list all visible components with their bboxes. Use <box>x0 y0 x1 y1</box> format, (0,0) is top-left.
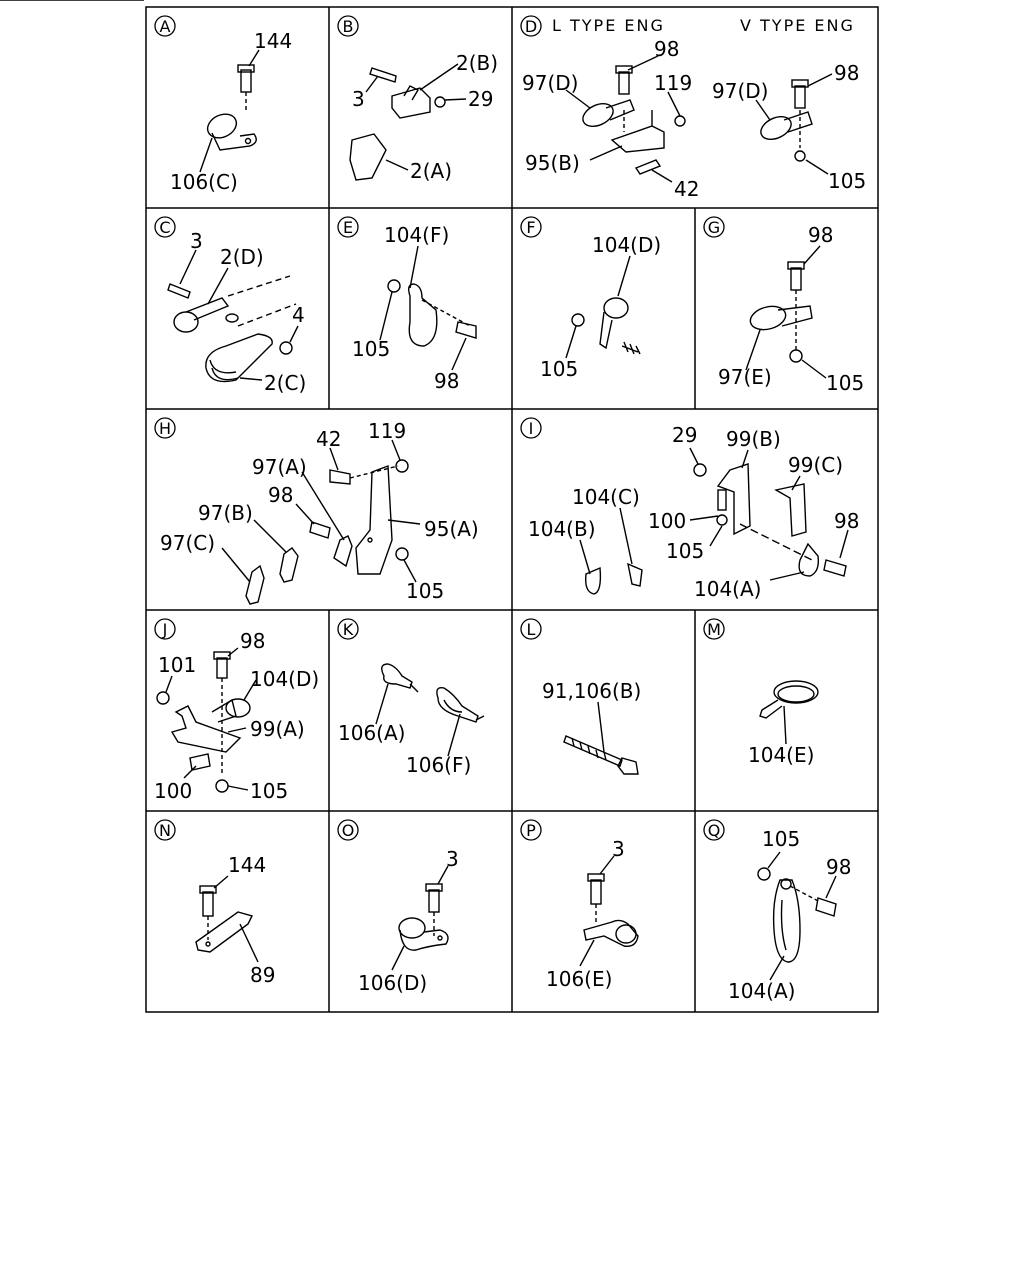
clip-icon <box>757 112 794 144</box>
part-label: 101 <box>158 653 197 677</box>
leader-line <box>590 146 622 160</box>
leader-line <box>208 268 228 304</box>
leader-line <box>222 548 250 582</box>
panel-letter: A <box>159 17 171 36</box>
nut-icon <box>790 350 802 362</box>
panel-f <box>521 217 661 381</box>
part-label: 97(E) <box>718 365 772 389</box>
part-label: 42 <box>316 427 342 451</box>
part-label: 98 <box>240 629 266 653</box>
part-label: 2(C) <box>264 371 307 395</box>
leader-line <box>330 448 338 470</box>
leader-line <box>710 526 722 546</box>
panel-n <box>155 820 275 987</box>
leader-line <box>388 520 420 524</box>
leader-line <box>620 508 632 564</box>
part-label: 99(B) <box>726 427 781 451</box>
part-label: 105 <box>828 169 867 193</box>
panel-e <box>338 217 476 393</box>
leader-line <box>392 440 400 460</box>
part-label: 106(D) <box>358 971 428 995</box>
nut-icon <box>280 342 292 354</box>
panel-d <box>521 16 866 201</box>
panel-j <box>154 619 319 803</box>
leader-line <box>770 956 784 980</box>
leader-line <box>668 92 680 116</box>
clip-icon <box>628 564 642 586</box>
leader-line <box>184 766 196 778</box>
part-label: 98 <box>808 223 834 247</box>
leader-line <box>180 250 196 284</box>
part-label: 3 <box>352 87 365 111</box>
part-label: 144 <box>254 29 293 53</box>
clip-icon <box>246 566 264 604</box>
panel-letter: M <box>707 620 721 639</box>
part-label: 105 <box>250 779 289 803</box>
leader-line <box>420 64 458 90</box>
panel-letter: K <box>342 620 354 639</box>
bolt-icon <box>824 560 846 576</box>
clip-icon <box>748 303 788 334</box>
leader-line <box>566 326 576 358</box>
part-label: 98 <box>826 855 852 879</box>
nut-icon <box>157 692 169 704</box>
panel-k <box>338 619 484 777</box>
nut-icon <box>758 868 770 880</box>
bolt-icon <box>168 284 190 298</box>
nut-icon <box>572 314 584 326</box>
panel-m <box>704 619 818 767</box>
leader-line <box>770 572 804 580</box>
leader-line <box>392 946 404 970</box>
leader-line <box>768 852 780 868</box>
bolt-icon <box>718 490 726 510</box>
panel-l <box>521 619 641 774</box>
nut-icon <box>717 515 727 525</box>
bolt-icon <box>310 522 330 538</box>
band-clamp-icon <box>774 681 818 703</box>
part-label: 97(D) <box>522 71 579 95</box>
part-label: 3 <box>190 229 203 253</box>
panel-letter: I <box>528 419 534 438</box>
panel-letter: Q <box>707 821 721 840</box>
panel-letter: B <box>342 17 354 36</box>
screw-icon <box>622 342 640 354</box>
leader-line <box>580 940 594 966</box>
bolt-icon <box>591 880 601 904</box>
part-label: 104(A) <box>694 577 762 601</box>
clamp-icon <box>774 880 800 962</box>
bracket-icon <box>612 126 664 152</box>
leader-line <box>445 99 466 100</box>
bolt-icon <box>429 890 439 912</box>
part-label: 104(B) <box>528 517 596 541</box>
panel-letter: G <box>707 218 721 237</box>
leader-line <box>448 714 460 756</box>
bolt-icon <box>791 268 801 290</box>
panel-letter: D <box>524 17 538 36</box>
leader-line <box>366 76 378 92</box>
leader-line <box>200 138 212 172</box>
part-label: 3 <box>446 847 459 871</box>
part-label: 104(C) <box>572 485 640 509</box>
panel-letter: J <box>162 620 168 639</box>
leader-line <box>652 170 672 182</box>
panel-p <box>521 820 638 991</box>
panel-c <box>155 217 306 395</box>
part-label: 100 <box>154 779 193 803</box>
part-label: 106(F) <box>406 753 472 777</box>
clip-icon <box>604 298 628 318</box>
leader-line <box>690 516 718 520</box>
part-label: 91,106(B) <box>542 679 642 703</box>
leader-line <box>598 702 604 752</box>
bolt-icon <box>217 658 227 678</box>
part-label: 106(A) <box>338 721 406 745</box>
part-label: 97(A) <box>252 455 307 479</box>
panel-h <box>155 418 479 604</box>
leader-line <box>228 786 248 790</box>
bracket-icon <box>392 88 430 118</box>
leader-line <box>290 326 298 342</box>
bolt-icon <box>203 892 213 916</box>
part-label: 95(B) <box>525 151 580 175</box>
leader-line <box>386 160 408 170</box>
leader-line <box>808 74 832 86</box>
panel-letter: N <box>159 821 171 840</box>
leader-line <box>228 728 246 732</box>
leader-line <box>784 706 786 744</box>
part-label: 29 <box>468 87 494 111</box>
part-label: 105 <box>762 827 801 851</box>
part-label: 97(C) <box>160 531 216 555</box>
part-label: 105 <box>666 539 705 563</box>
bolt-icon <box>330 470 350 484</box>
clip-icon <box>399 918 425 938</box>
part-label: 99(C) <box>788 453 844 477</box>
nut-icon <box>388 280 400 292</box>
nut-icon <box>795 151 805 161</box>
part-label: 97(B) <box>198 501 253 525</box>
part-label: 104(A) <box>728 979 796 1003</box>
part-label: 97(D) <box>712 79 769 103</box>
panel-o <box>338 820 459 995</box>
part-label: 119 <box>368 419 407 443</box>
panel-letter: F <box>526 218 536 237</box>
part-label: 29 <box>672 423 698 447</box>
part-label: 105 <box>406 579 445 603</box>
part-label: 104(F) <box>384 223 450 247</box>
panel-header: L TYPE ENG <box>552 16 665 35</box>
part-label: 98 <box>834 509 860 533</box>
part-label: 98 <box>834 61 860 85</box>
part-label: 2(B) <box>456 51 499 75</box>
leader-line <box>580 540 590 574</box>
leader-line <box>410 246 418 288</box>
part-label: 105 <box>826 371 865 395</box>
part-label: 2(D) <box>220 245 264 269</box>
leader-line <box>826 876 836 898</box>
clip-icon <box>280 548 298 582</box>
bolt-icon <box>190 754 210 770</box>
leader-line <box>254 520 286 552</box>
bolt-icon <box>619 72 629 94</box>
part-label: 104(D) <box>592 233 662 257</box>
leader-line <box>804 246 820 264</box>
panel-i <box>521 418 859 601</box>
leader-line <box>214 876 228 888</box>
part-label: 4 <box>292 303 305 327</box>
panel-letter: H <box>158 419 172 438</box>
part-label: 99(A) <box>250 717 305 741</box>
bracket-icon <box>356 466 392 574</box>
bolt-icon <box>816 898 836 916</box>
part-label: 98 <box>654 37 680 61</box>
nut-icon <box>675 116 685 126</box>
clip-icon <box>174 312 198 332</box>
clip-icon <box>382 664 412 688</box>
clip-icon <box>334 536 352 566</box>
panel-b <box>338 16 498 183</box>
part-label: 106(C) <box>170 170 238 194</box>
leader-line <box>806 160 828 174</box>
part-label: 144 <box>228 853 267 877</box>
nut-icon <box>396 548 408 560</box>
panel-letter: O <box>341 821 355 840</box>
leader-line <box>792 476 800 490</box>
bolt-icon <box>795 86 805 108</box>
part-label: 106(E) <box>546 967 613 991</box>
part-label: 95(A) <box>424 517 479 541</box>
part-label: 105 <box>540 357 579 381</box>
panel-letter: E <box>342 218 354 237</box>
part-label: 119 <box>654 71 693 95</box>
clip-icon <box>409 284 437 346</box>
bracket-icon <box>776 484 806 536</box>
bolt-icon <box>241 70 251 92</box>
panel-letter: C <box>159 218 171 237</box>
part-label: 2(A) <box>410 159 453 183</box>
bracket-icon <box>172 706 240 752</box>
nut-icon <box>435 97 445 107</box>
bolt-icon <box>370 68 396 82</box>
part-label: 98 <box>268 483 294 507</box>
part-label: 42 <box>674 177 700 201</box>
leader-line <box>802 360 826 378</box>
part-label: 3 <box>612 837 625 861</box>
clip-icon <box>204 110 240 143</box>
part-label: 89 <box>250 963 276 987</box>
leader-line <box>756 100 770 120</box>
panel-q <box>704 820 851 1003</box>
leader-line <box>690 448 698 464</box>
leader-line <box>452 338 466 370</box>
leader-line <box>166 676 172 692</box>
leader-line <box>296 504 314 524</box>
bracket-icon <box>350 134 386 180</box>
leader-line <box>380 292 392 340</box>
panel-letter: P <box>526 821 536 840</box>
leader-line <box>240 924 258 962</box>
panel-header: V TYPE ENG <box>740 16 855 35</box>
part-label: 100 <box>648 509 687 533</box>
panel-letter: L <box>526 620 536 639</box>
leader-line <box>376 684 388 724</box>
clip-icon <box>586 568 601 594</box>
leader-line <box>618 256 630 296</box>
nut-icon <box>694 464 706 476</box>
clip-icon <box>437 688 478 722</box>
bracket-icon <box>718 464 750 534</box>
part-label: 104(D) <box>250 667 320 691</box>
part-label: 98 <box>434 369 460 393</box>
leader-line <box>746 330 760 370</box>
leader-line <box>240 378 262 380</box>
bolt-icon <box>456 322 476 338</box>
clip-icon <box>799 544 818 576</box>
part-label: 104(E) <box>748 743 815 767</box>
part-label: 105 <box>352 337 391 361</box>
nut-icon <box>216 780 228 792</box>
leader-line <box>840 530 848 558</box>
panel-g <box>704 217 864 395</box>
